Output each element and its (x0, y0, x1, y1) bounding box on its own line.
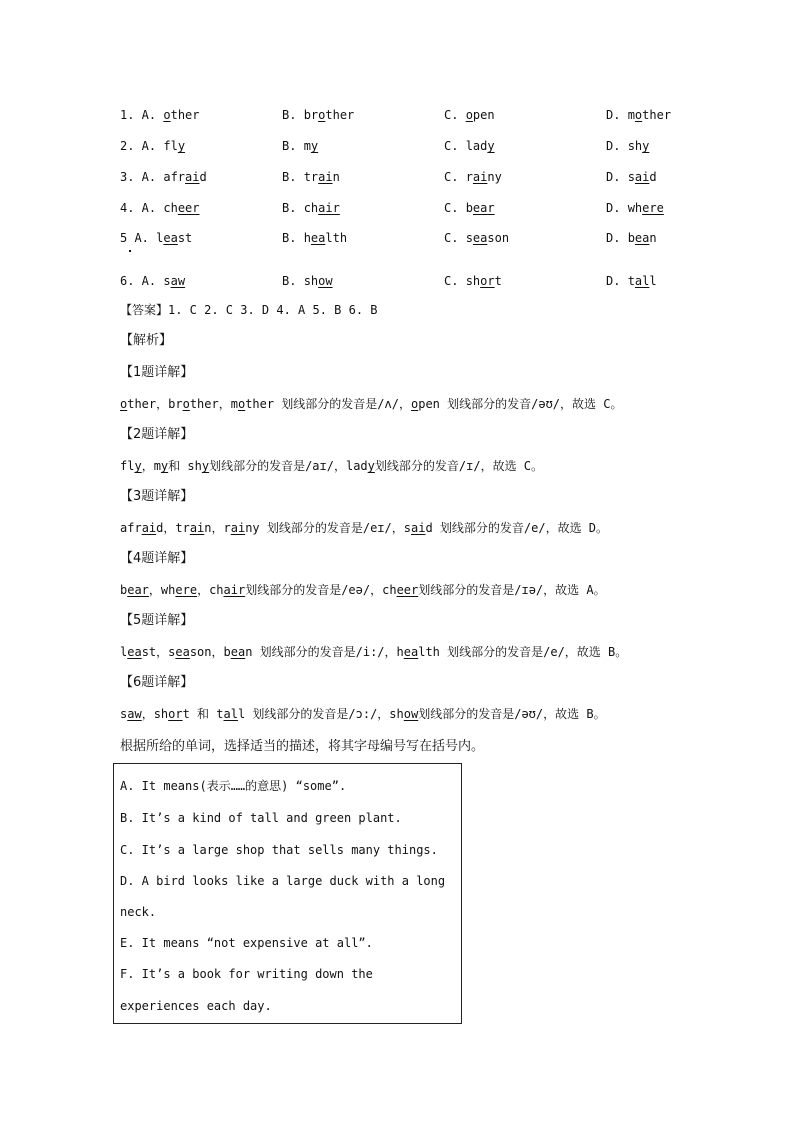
text-part: lth 划线部分的发音是/e/，故选 B。 (418, 645, 628, 659)
text-part: ther，m (189, 397, 238, 411)
text-part: ther 划线部分的发音是/ʌ/， (245, 397, 411, 411)
underlined-part: ea (634, 231, 650, 245)
option-6-d (606, 273, 657, 289)
underlined-part: aw (127, 707, 142, 721)
option-letter: B. (282, 139, 297, 153)
option-letter: D. (606, 139, 621, 153)
detail-text (120, 582, 606, 598)
text-part: ，sh (141, 707, 169, 721)
description-line: neck. (120, 905, 157, 919)
underlined-part: o (237, 397, 246, 411)
option-4-b (282, 200, 340, 216)
option-6-a (120, 273, 185, 289)
detail-heading: 【4题详解】 (120, 551, 194, 566)
underlined-part: ea (310, 231, 326, 245)
word-part: son (487, 231, 510, 245)
detail-heading: 【2题详解】 (120, 427, 194, 442)
option-4-c (444, 200, 495, 216)
underlined-part: aw (170, 274, 186, 288)
text-part: n 划线部分的发音是/i:/，h (245, 645, 404, 659)
underlined-part: o (120, 397, 128, 411)
question-number: 6. A. (120, 274, 157, 288)
underlined-part: ear (127, 583, 149, 597)
underlined-part: o (318, 108, 326, 122)
word-part: s (627, 170, 635, 184)
option-letter: C. (444, 231, 459, 245)
word-part: t (627, 274, 635, 288)
detail-text (120, 458, 543, 474)
word-part: ther (325, 108, 355, 122)
word-part: s (163, 274, 171, 288)
text-part: ny 划线部分的发音是/eɪ/，s (245, 521, 411, 535)
underlined-part: y (201, 459, 210, 473)
option-letter: C. (444, 108, 459, 122)
underlined-part: ea (472, 231, 488, 245)
text-part: ，wh (148, 583, 176, 597)
underlined-part: ere (175, 583, 198, 597)
underlined-part: ere (642, 201, 664, 215)
option-6-c (444, 273, 502, 289)
word-part: r (465, 170, 473, 184)
option-2-b (282, 138, 318, 154)
underlined-part: air (318, 201, 340, 215)
text-part: ，ch (197, 583, 224, 597)
question-number: 4. A. (120, 201, 157, 215)
underlined-part: ea (127, 645, 142, 659)
option-letter: B. (282, 108, 297, 122)
descriptions-box (113, 763, 462, 1024)
detail-heading: 【6题详解】 (120, 675, 194, 690)
text-part: 和 sh (168, 459, 202, 473)
underlined-part: ea (163, 231, 178, 245)
question-number: 1. A. (120, 108, 157, 122)
detail-text (120, 706, 606, 722)
option-letter: C. (444, 201, 459, 215)
underlined-part: o (163, 108, 171, 122)
description-line: F. It’s a book for writing down the (120, 967, 373, 981)
underlined-part: or (480, 274, 495, 288)
word-part: ther (642, 108, 672, 122)
option-letter: D. (606, 108, 621, 122)
text-part: st，s (141, 645, 176, 659)
word-part: n (649, 231, 657, 245)
option-5-b (282, 230, 347, 246)
option-letter: B. (282, 231, 297, 245)
underlined-part: y (177, 139, 186, 153)
word-part: pen (472, 108, 495, 122)
word-part: ny (487, 170, 502, 184)
option-3-b (282, 169, 340, 185)
underlined-part: ow (318, 274, 333, 288)
underlined-part: ai (411, 521, 426, 535)
option-letter: C. (444, 274, 459, 288)
detail-text (120, 644, 627, 660)
underlined-part: y (487, 139, 495, 153)
text-part: d，tr (156, 521, 190, 535)
word-part: ch (163, 201, 178, 215)
word-part: tr (303, 170, 319, 184)
detail-heading: 【5题详解】 (120, 613, 194, 628)
underlined-part: o (465, 108, 473, 122)
option-letter: D. (606, 201, 621, 215)
word-part: l (649, 274, 657, 288)
underlined-part: al (634, 274, 650, 288)
word-part: d (649, 170, 657, 184)
option-1-b (282, 107, 354, 123)
description-line: D. A bird looks like a large duck with a long (120, 874, 446, 888)
word-part: h (303, 231, 311, 245)
option-4-d (606, 200, 664, 216)
word-part: l (156, 231, 164, 245)
word-part: n (332, 170, 340, 184)
instruction: 根据所给的单词，选择适当的描述，将其字母编号写在括号内。 (120, 739, 485, 754)
option-letter: B. (282, 201, 297, 215)
option-1-c (444, 107, 495, 123)
word-part: d (199, 170, 207, 184)
text-part: 划线部分的发音是/əʊ/，故选 B。 (418, 707, 606, 721)
option-4-a (120, 200, 200, 216)
detail-text (120, 396, 622, 412)
option-letter: D. (606, 231, 621, 245)
word-part: lad (465, 139, 488, 153)
detail-heading: 【3题详解】 (120, 489, 194, 504)
analysis-heading: 【解析】 (120, 333, 173, 348)
option-3-a (120, 169, 207, 185)
text-part: b (120, 583, 128, 597)
word-part: sh (627, 139, 643, 153)
underlined-part: ow (403, 707, 419, 721)
word-part: sh (303, 274, 319, 288)
question-number: 2. A. (120, 139, 157, 153)
underlined-part: o (411, 397, 419, 411)
underlined-part: ai (185, 170, 200, 184)
underlined-part: air (223, 583, 246, 597)
underlined-part: o (634, 108, 643, 122)
text-part: ，m (141, 459, 161, 473)
word-part: wh (627, 201, 643, 215)
text-part: 划线部分的发音/ɪ/，故选 C。 (374, 459, 544, 473)
option-3-c (444, 169, 502, 185)
description-line: A. It means(表示……的意思) “some”. (120, 779, 347, 793)
underlined-part: y (367, 459, 375, 473)
text-part: s (120, 707, 128, 721)
text-part: pen 划线部分的发音/əʊ/，故选 C。 (418, 397, 623, 411)
option-letter: C. (444, 139, 459, 153)
word-part: b (627, 231, 635, 245)
underlined-part: ai (189, 521, 205, 535)
word-part: br (303, 108, 319, 122)
option-letter: D. (606, 170, 621, 184)
word-part: m (303, 139, 311, 153)
option-5-c (444, 230, 509, 246)
underlined-part: ai (472, 170, 488, 184)
option-letter: B. (282, 170, 297, 184)
text-part: l 划线部分的发音是/ɔ:/，sh (237, 707, 404, 721)
option-5-a (120, 230, 192, 246)
question-number: 5 A. (120, 231, 149, 245)
description-line: B. It’s a kind of tall and green plant. (120, 811, 402, 825)
text-part: afr (120, 521, 142, 535)
underlined-part: ear (472, 201, 495, 215)
description-line: experiences each day. (120, 999, 272, 1013)
word-part: s (465, 231, 473, 245)
description-line: E. It means “not expensive at all”. (120, 936, 373, 950)
word-part: lth (325, 231, 348, 245)
text-part: son，b (189, 645, 231, 659)
underlined-part: eer (177, 201, 200, 215)
underlined-part: y (160, 459, 169, 473)
word-part: sh (465, 274, 481, 288)
option-2-a (120, 138, 185, 154)
word-part: ther (170, 108, 200, 122)
text-part: 划线部分的发音是/eə/，ch (245, 583, 397, 597)
word-part: afr (163, 170, 186, 184)
description-line: C. It’s a large shop that sells many things. (120, 843, 438, 857)
underlined-part: ai (230, 521, 246, 535)
word-part: m (627, 108, 635, 122)
underlined-part: or (168, 707, 183, 721)
underlined-part: al (223, 707, 238, 721)
option-letter: D. (606, 274, 621, 288)
option-5-d (606, 230, 657, 246)
answer-line: 【答案】1. C 2. C 3. D 4. A 5. B 6. B (120, 303, 378, 317)
underlined-part: y (310, 139, 319, 153)
question-number: 3. A. (120, 170, 157, 184)
underlined-part: eer (396, 583, 419, 597)
underlined-part: ai (318, 170, 333, 184)
option-2-d (606, 138, 649, 154)
word-part: fl (163, 139, 178, 153)
detail-heading: 【1题详解】 (120, 365, 194, 380)
underlined-part: ai (634, 170, 650, 184)
underlined-part: y (134, 459, 142, 473)
underlined-part: ai (141, 521, 157, 535)
option-letter: B. (282, 274, 297, 288)
underlined-part: y (642, 139, 650, 153)
underlined-part: o (182, 397, 190, 411)
text-part: t 和 t (182, 707, 224, 721)
text-part: n，r (204, 521, 231, 535)
option-2-c (444, 138, 495, 154)
text-part: l (120, 645, 128, 659)
word-part: b (465, 201, 473, 215)
underlined-part: ea (230, 645, 246, 659)
text-part: fl (120, 459, 135, 473)
detail-text (120, 520, 608, 536)
word-part: t (494, 274, 502, 288)
option-letter: C. (444, 170, 459, 184)
option-3-d (606, 169, 657, 185)
word-part: ch (303, 201, 319, 215)
word-part: st (177, 231, 193, 245)
text-part: 划线部分的发音是/ɪə/，故选 A。 (418, 583, 606, 597)
text-part: d 划线部分的发音/e/，故选 D。 (425, 521, 609, 535)
text-part: 划线部分的发音是/aɪ/，lad (209, 459, 368, 473)
option-1-d (606, 107, 671, 123)
text-part: ther，br (127, 397, 183, 411)
underlined-part: ea (403, 645, 419, 659)
option-1-a (120, 107, 200, 123)
option-6-b (282, 273, 333, 289)
stray-dot (129, 250, 131, 252)
underlined-part: ea (175, 645, 190, 659)
